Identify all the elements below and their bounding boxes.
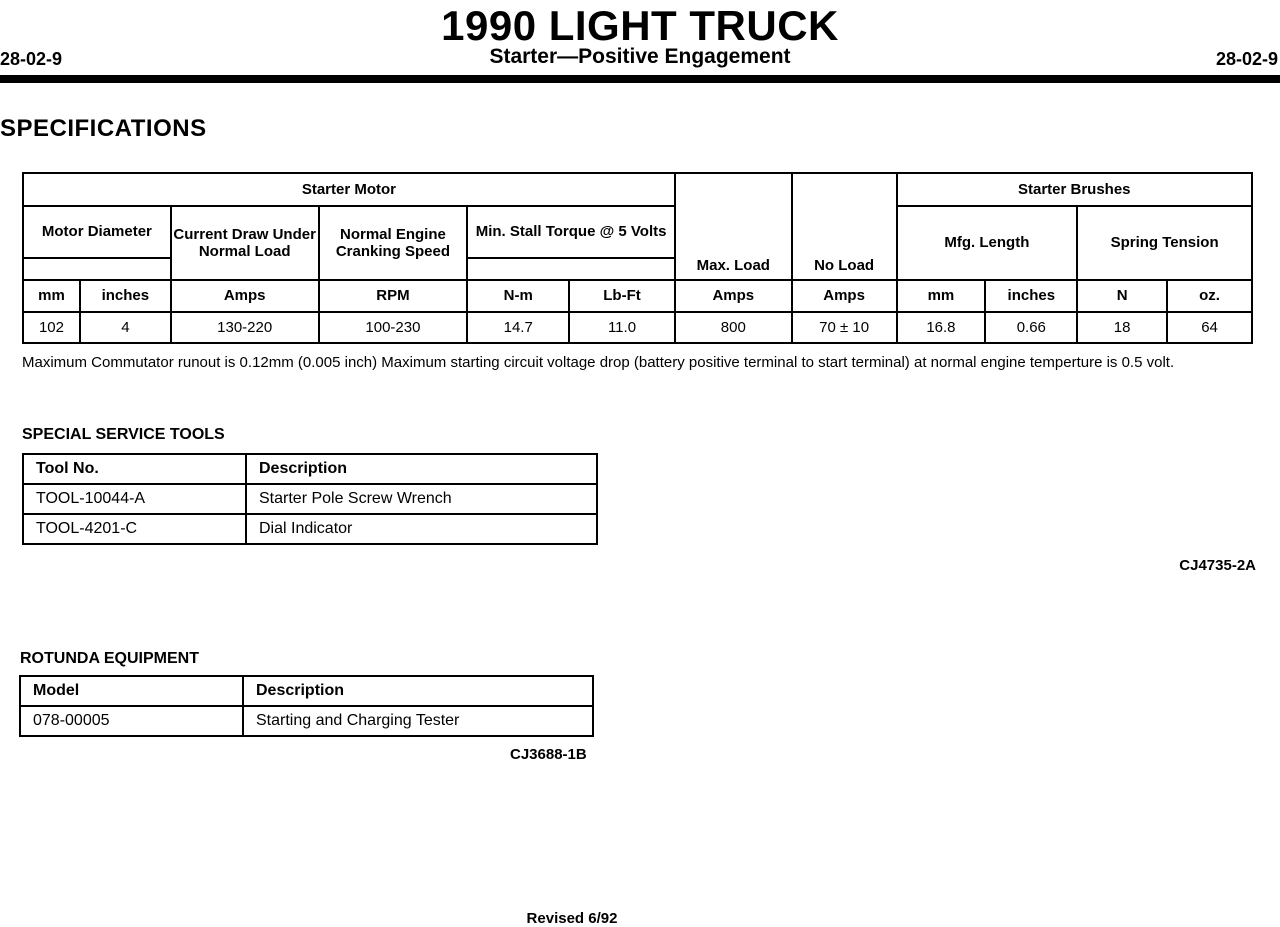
page-title: 1990 LIGHT TRUCK [441,2,839,49]
header-rule [0,75,1280,83]
col-header-current-draw: Current Draw Under Normal Load [171,206,319,280]
special-tools-heading: SPECIAL SERVICE TOOLS [22,426,225,443]
unit-cell: Amps [171,280,319,312]
model-cell: 078-00005 [20,706,243,736]
unit-cell: Lb-Ft [569,280,675,312]
unit-cell: N-m [467,280,569,312]
page-number-left: 28-02-9 [0,49,63,69]
group-header-starter-motor: Starter Motor [23,173,675,206]
col-header-description: Description [246,454,597,484]
unit-cell: inches [985,280,1077,312]
special-tools-table [22,453,598,545]
col-header-motor-diameter: Motor Diameter [23,206,171,258]
table-header-row [23,454,597,484]
revision-footer: Revised 6/92 [526,910,618,927]
page-number-right: 28-02-9 [1215,49,1278,69]
value-cell: 64 [1167,312,1252,343]
unit-cell: inches [80,280,171,312]
unit-cell: oz. [1167,280,1252,312]
value-cell: 14.7 [467,312,569,343]
col-header-no-load: No Load [792,173,897,280]
page-subtitle: Starter—Positive Engagement [489,45,791,68]
value-cell: 130-220 [171,312,319,343]
col-header-model: Model [20,676,243,706]
value-cell: 4 [80,312,171,343]
tool-number-cell: TOOL-10044-A [23,484,246,514]
value-cell: 18 [1077,312,1167,343]
col-header-tool-no: Tool No. [23,454,246,484]
unit-cell: Amps [792,280,897,312]
figure-reference-code: CJ3688-1B [510,746,587,763]
value-cell: 16.8 [897,312,986,343]
col-header-description: Description [243,676,593,706]
unit-cell: RPM [319,280,468,312]
value-cell: 800 [675,312,792,343]
col-header-mfg-length: Mfg. Length [897,206,1078,280]
value-cell: 102 [23,312,80,343]
table-row [23,484,597,514]
value-cell: 100-230 [319,312,468,343]
col-header-stall-torque: Min. Stall Torque @ 5 Volts [467,206,675,258]
col-header-spring-tension: Spring Tension [1077,206,1252,280]
specification-note: Maximum Commutator runout is 0.12mm (0.005 inch) Maximum starting circuit voltage drop (battery positive terminal to start terminal) at normal engine temperture is 0.5 volt. [22,354,1175,371]
col-header-cranking-speed: Normal Engine Cranking Speed [319,206,468,280]
figure-reference-code: CJ4735-2A [1179,557,1256,574]
col-header-max-load: Max. Load [675,173,792,280]
rotunda-equipment-table [19,675,594,737]
table-header-row [20,676,593,706]
rotunda-equipment-heading: ROTUNDA EQUIPMENT [20,650,199,667]
unit-cell: N [1077,280,1167,312]
tool-description-cell: Starter Pole Screw Wrench [246,484,597,514]
value-cell: 70 ± 10 [792,312,897,343]
header-spacer [467,258,675,280]
unit-cell: Amps [675,280,792,312]
table-row [20,706,593,736]
tool-number-cell: TOOL-4201-C [23,514,246,544]
value-cell: 11.0 [569,312,675,343]
value-cell: 0.66 [985,312,1077,343]
unit-cell: mm [897,280,986,312]
header-spacer [23,258,171,280]
unit-cell: mm [23,280,80,312]
group-header-starter-brushes: Starter Brushes [897,173,1252,206]
specifications-table [22,172,1253,344]
tool-description-cell: Dial Indicator [246,514,597,544]
equipment-description-cell: Starting and Charging Tester [243,706,593,736]
section-heading: SPECIFICATIONS [0,115,207,142]
table-row [23,514,597,544]
